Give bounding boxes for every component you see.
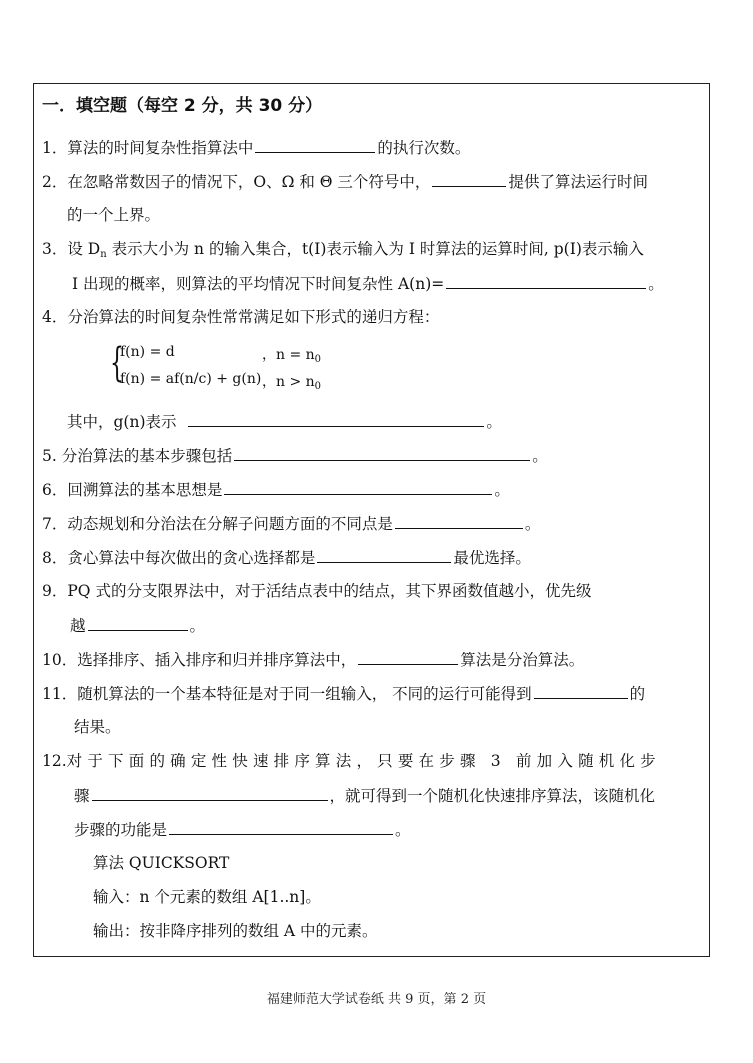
- question-2-cont: 的一个上界。: [67, 206, 161, 224]
- answer-blank-7[interactable]: [395, 513, 523, 529]
- question-12-cont2: 步骤的功能是 。: [74, 821, 411, 839]
- equation-brace: {: [110, 340, 124, 386]
- answer-blank-12b[interactable]: [169, 819, 393, 835]
- answer-blank-10[interactable]: [358, 649, 458, 665]
- equation-cond-2: ，$n > n_0$: [262, 374, 322, 392]
- answer-blank-3[interactable]: [446, 273, 646, 289]
- algorithm-name: 算法 QUICKSORT: [93, 854, 230, 872]
- question-11: 11．随机算法的一个基本特征是对于同一组输入， 不同的运行可能得到 的: [42, 685, 646, 703]
- question-4: 4．分治算法的时间复杂性常常满足如下形式的递归方程：: [42, 308, 440, 326]
- answer-blank-11[interactable]: [534, 683, 628, 699]
- question-10: 10．选择排序、插入排序和归并排序算法中， 算法是分治算法。: [42, 651, 585, 669]
- question-9-cont: 越 。: [70, 617, 206, 635]
- question-8: 8．贪心算法中每次做出的贪心选择都是 最优选择。: [42, 549, 531, 567]
- question-2: 2．在忽略常数因子的情况下，O、Ω 和 Θ 三个符号中， 提供了算法运行时间: [42, 173, 648, 191]
- question-5: 5. 分治算法的基本步骤包括 。: [42, 447, 548, 465]
- algorithm-output: 输出：按非降序排列的数组 A 中的元素。: [93, 922, 378, 940]
- question-6: 6．回溯算法的基本思想是 。: [42, 481, 510, 499]
- answer-blank-5[interactable]: [234, 445, 530, 461]
- question-7: 7．动态规划和分治法在分解子问题方面的不同点是 。: [42, 515, 541, 533]
- question-9: 9．PQ 式的分支限界法中，对于活结点表中的结点，其下界函数值越小，优先级: [42, 582, 592, 600]
- equation-cond-1: ，$n = n_0$: [262, 347, 322, 365]
- answer-blank-8[interactable]: [317, 547, 451, 563]
- answer-blank-9[interactable]: [88, 615, 188, 631]
- section-title: 一．填空题（每空 2 分，共 30 分）: [42, 96, 323, 116]
- question-1: 1．算法的时间复杂性指算法中 的执行次数。: [42, 139, 471, 157]
- question-12: 12.对于下面的确定性快速排序算法，只要在步骤 3 前加入随机化步: [42, 752, 661, 770]
- answer-blank-2[interactable]: [432, 171, 506, 187]
- page-footer: 福建师范大学试卷纸 共 9 页，第 2 页: [266, 992, 487, 1007]
- question-4-cont: 其中，g(n)表示 。: [67, 413, 502, 431]
- answer-blank-12a[interactable]: [92, 785, 328, 801]
- question-12-cont: 骤 ，就可得到一个随机化快速排序算法，该随机化: [74, 787, 656, 805]
- answer-blank-1[interactable]: [255, 137, 375, 153]
- question-3-cont: I 出现的概率，则算法的平均情况下时间复杂性 A(n)= 。: [72, 275, 664, 293]
- equation-line-2: f(n) = af(n/c) + g(n): [120, 371, 262, 387]
- question-11-cont: 结果。: [74, 718, 121, 736]
- answer-blank-4[interactable]: [188, 411, 484, 427]
- equation-line-1: f(n) = d: [120, 344, 175, 360]
- algorithm-input: 输入：n 个元素的数组 A[1..n]。: [93, 888, 321, 906]
- answer-blank-6[interactable]: [224, 479, 492, 495]
- question-3: 3．设 $D_n$ 表示大小为 n 的输入集合，t(I)表示输入为 I 时算法的运算时间, p(I)表示输入: [42, 240, 644, 260]
